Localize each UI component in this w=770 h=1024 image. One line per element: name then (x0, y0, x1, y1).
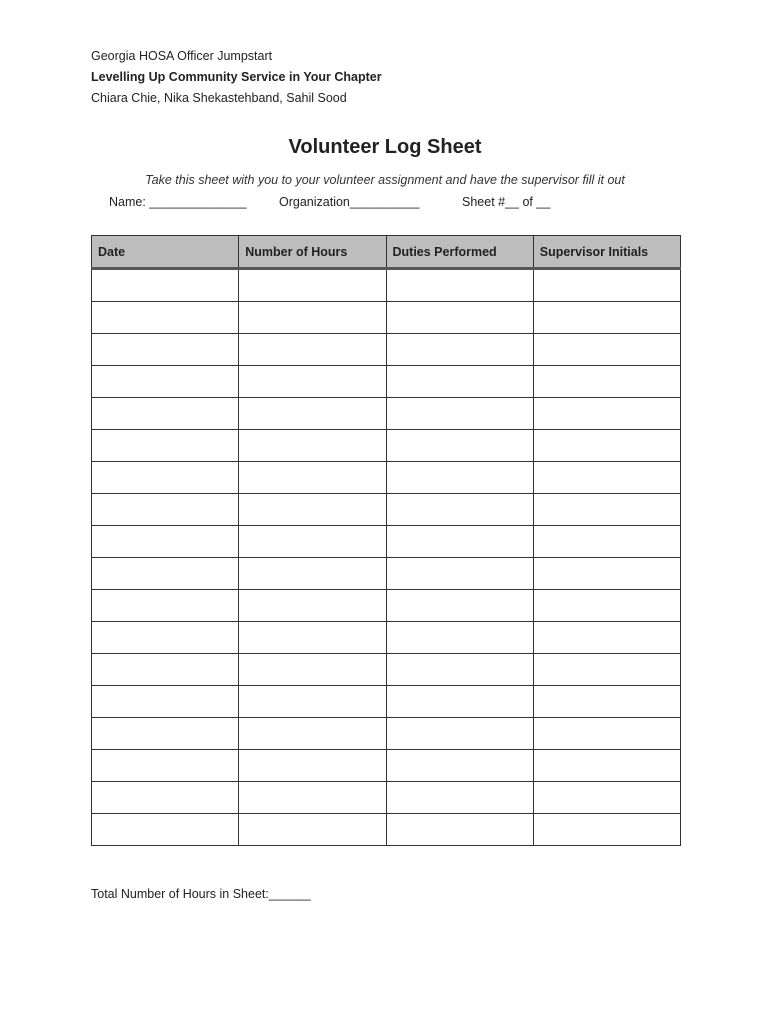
duties-cell[interactable] (386, 494, 533, 526)
date-cell[interactable] (92, 686, 239, 718)
hours-cell[interactable] (239, 654, 386, 686)
table-row (92, 782, 681, 814)
table-header-row (92, 236, 681, 269)
date-cell[interactable] (92, 558, 239, 590)
total-hours-field[interactable]: Total Number of Hours in Sheet:______ (91, 887, 311, 901)
hours-cell[interactable] (239, 366, 386, 398)
date-cell[interactable] (92, 334, 239, 366)
date-cell[interactable] (92, 430, 239, 462)
duties-cell[interactable] (386, 398, 533, 430)
table-row (92, 558, 681, 590)
duties-cell[interactable] (386, 558, 533, 590)
table-row (92, 814, 681, 846)
date-cell[interactable] (92, 590, 239, 622)
date-cell[interactable] (92, 494, 239, 526)
column-header-hours: Number of Hours (239, 236, 386, 269)
duties-cell[interactable] (386, 590, 533, 622)
initials-cell[interactable] (533, 430, 680, 462)
volunteer-log-table (91, 235, 681, 846)
hours-cell[interactable] (239, 686, 386, 718)
page-title: Volunteer Log Sheet (288, 136, 482, 158)
date-cell[interactable] (92, 269, 239, 302)
date-cell[interactable] (92, 782, 239, 814)
hours-cell[interactable] (239, 558, 386, 590)
table-body (92, 269, 681, 846)
duties-cell[interactable] (386, 686, 533, 718)
duties-cell[interactable] (386, 302, 533, 334)
table-row (92, 590, 681, 622)
table-row (92, 622, 681, 654)
date-cell[interactable] (92, 814, 239, 846)
duties-cell[interactable] (386, 334, 533, 366)
table-row (92, 686, 681, 718)
hours-cell[interactable] (239, 622, 386, 654)
table-row (92, 430, 681, 462)
initials-cell[interactable] (533, 686, 680, 718)
header-session-title: Levelling Up Community Service in Your Chapter (91, 70, 382, 84)
initials-cell[interactable] (533, 622, 680, 654)
table-row (92, 302, 681, 334)
initials-cell[interactable] (533, 494, 680, 526)
hours-cell[interactable] (239, 302, 386, 334)
table-row (92, 718, 681, 750)
hours-cell[interactable] (239, 334, 386, 366)
hours-cell[interactable] (239, 398, 386, 430)
duties-cell[interactable] (386, 622, 533, 654)
date-cell[interactable] (92, 750, 239, 782)
header-authors: Chiara Chie, Nika Shekastehband, Sahil Sood (91, 91, 347, 105)
initials-cell[interactable] (533, 302, 680, 334)
initials-cell[interactable] (533, 334, 680, 366)
initials-cell[interactable] (533, 462, 680, 494)
initials-cell[interactable] (533, 366, 680, 398)
initials-cell[interactable] (533, 750, 680, 782)
date-cell[interactable] (92, 462, 239, 494)
hours-cell[interactable] (239, 590, 386, 622)
initials-cell[interactable] (533, 654, 680, 686)
duties-cell[interactable] (386, 430, 533, 462)
duties-cell[interactable] (386, 718, 533, 750)
table-row (92, 494, 681, 526)
duties-cell[interactable] (386, 750, 533, 782)
table-row (92, 334, 681, 366)
hours-cell[interactable] (239, 718, 386, 750)
table-row (92, 750, 681, 782)
column-header-initials: Supervisor Initials (533, 236, 680, 269)
name-field[interactable]: Name: ______________ (109, 195, 247, 209)
table-row (92, 398, 681, 430)
date-cell[interactable] (92, 302, 239, 334)
hours-cell[interactable] (239, 494, 386, 526)
initials-cell[interactable] (533, 558, 680, 590)
date-cell[interactable] (92, 366, 239, 398)
initials-cell[interactable] (533, 398, 680, 430)
column-header-date: Date (92, 236, 239, 269)
table-row (92, 462, 681, 494)
sheet-number-field[interactable]: Sheet #__ of __ (462, 195, 551, 209)
hours-cell[interactable] (239, 526, 386, 558)
initials-cell[interactable] (533, 269, 680, 302)
column-header-duties: Duties Performed (386, 236, 533, 269)
initials-cell[interactable] (533, 814, 680, 846)
duties-cell[interactable] (386, 782, 533, 814)
hours-cell[interactable] (239, 462, 386, 494)
duties-cell[interactable] (386, 366, 533, 398)
table-row (92, 526, 681, 558)
hours-cell[interactable] (239, 750, 386, 782)
instructions: Take this sheet with you to your volunteer assignment and have the supervisor fill it out (145, 173, 625, 187)
table-row (92, 269, 681, 302)
date-cell[interactable] (92, 526, 239, 558)
date-cell[interactable] (92, 398, 239, 430)
hours-cell[interactable] (239, 814, 386, 846)
table-row (92, 654, 681, 686)
date-cell[interactable] (92, 622, 239, 654)
duties-cell[interactable] (386, 654, 533, 686)
header-event: Georgia HOSA Officer Jumpstart (91, 49, 273, 63)
initials-cell[interactable] (533, 718, 680, 750)
hours-cell[interactable] (239, 782, 386, 814)
date-cell[interactable] (92, 654, 239, 686)
duties-cell[interactable] (386, 814, 533, 846)
hours-cell[interactable] (239, 430, 386, 462)
initials-cell[interactable] (533, 782, 680, 814)
initials-cell[interactable] (533, 526, 680, 558)
duties-cell[interactable] (386, 462, 533, 494)
date-cell[interactable] (92, 718, 239, 750)
initials-cell[interactable] (533, 590, 680, 622)
duties-cell[interactable] (386, 526, 533, 558)
table-row (92, 366, 681, 398)
organization-field[interactable]: Organization__________ (279, 195, 420, 209)
hours-cell[interactable] (239, 269, 386, 302)
duties-cell[interactable] (386, 269, 533, 302)
